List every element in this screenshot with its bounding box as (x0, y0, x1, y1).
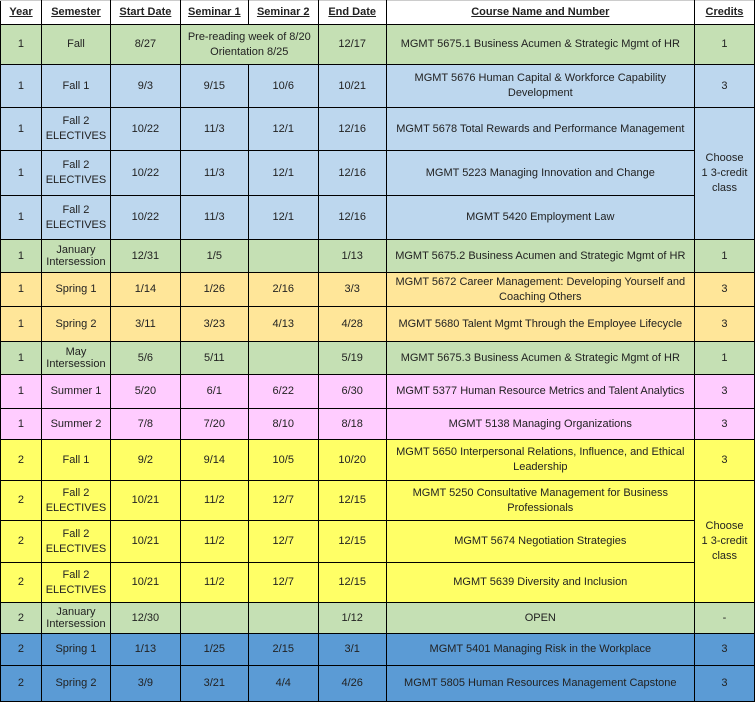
credits-cell: 3 (694, 307, 754, 342)
course-cell: MGMT 5223 Managing Innovation and Change (386, 151, 694, 196)
credits-cell: 3 (694, 666, 754, 702)
semester-cell: Fall 1 (41, 65, 110, 108)
start-date-cell: 3/9 (110, 666, 180, 702)
header-year: Year (1, 1, 42, 25)
end-date-cell: 12/16 (318, 196, 386, 240)
seminar-1-cell: 1/25 (180, 634, 248, 666)
end-date-cell: 4/26 (318, 666, 386, 702)
end-date-cell: 3/3 (318, 273, 386, 307)
semester-cell (41, 342, 110, 375)
year-cell: 1 (1, 409, 42, 440)
seminar-merged-cell: Pre-reading week of 8/20 Orientation 8/25 (180, 25, 318, 65)
semester-cell (41, 240, 110, 273)
end-date-cell: 12/15 (318, 521, 386, 563)
seminar-2-cell: 10/5 (248, 440, 318, 481)
course-cell: MGMT 5678 Total Rewards and Performance Management (386, 108, 694, 151)
seminar-2-cell (248, 240, 318, 273)
table-row (1, 375, 755, 409)
semester-cell: Spring 1 (41, 634, 110, 666)
credits-cell: 3 (694, 273, 754, 307)
year-cell: 1 (1, 240, 42, 273)
year-cell: 1 (1, 108, 42, 151)
seminar-2-cell: 12/7 (248, 521, 318, 563)
header-credits: Credits (694, 1, 754, 25)
seminar-1-cell: 3/21 (180, 666, 248, 702)
year-cell: 1 (1, 342, 42, 375)
seminar-2-cell: 12/1 (248, 151, 318, 196)
course-cell: MGMT 5650 Interpersonal Relations, Influence, and Ethical Leadership (386, 440, 694, 481)
end-date-cell: 8/18 (318, 409, 386, 440)
start-date-cell: 10/22 (110, 151, 180, 196)
header-start-date: Start Date (110, 1, 180, 25)
course-cell: MGMT 5674 Negotiation Strategies (386, 521, 694, 563)
course-cell: MGMT 5680 Talent Mgmt Through the Employee Lifecycle (386, 307, 694, 342)
end-date-cell: 5/19 (318, 342, 386, 375)
table-row (1, 151, 755, 196)
course-cell: MGMT 5675.1 Business Acumen & Strategic Mgmt of HR (386, 25, 694, 65)
course-cell: MGMT 5672 Career Management: Developing Yourself and Coaching Others (386, 273, 694, 307)
course-cell: MGMT 5250 Consultative Management for Business Professionals (386, 481, 694, 521)
start-date-cell: 10/21 (110, 563, 180, 603)
year-cell: 1 (1, 25, 42, 65)
year-cell: 2 (1, 440, 42, 481)
credits-cell: 3 (694, 634, 754, 666)
course-cell: MGMT 5639 Diversity and Inclusion (386, 563, 694, 603)
start-date-cell: 9/2 (110, 440, 180, 481)
course-cell: MGMT 5675.3 Business Acumen & Strategic Mgmt of HR (386, 342, 694, 375)
year-cell: 2 (1, 666, 42, 702)
seminar-1-cell: 9/14 (180, 440, 248, 481)
year-cell: 1 (1, 375, 42, 409)
start-date-cell: 1/13 (110, 634, 180, 666)
course-cell: OPEN (386, 603, 694, 634)
year-cell: 1 (1, 65, 42, 108)
start-date-cell: 3/11 (110, 307, 180, 342)
table-row (1, 273, 755, 307)
semester-cell: Spring 2 (41, 666, 110, 702)
end-date-cell: 6/30 (318, 375, 386, 409)
seminar-1-cell (180, 603, 248, 634)
start-date-cell: 5/6 (110, 342, 180, 375)
semester-cell: Fall (41, 25, 110, 65)
credits-cell: 3 (694, 440, 754, 481)
end-date-cell: 4/28 (318, 307, 386, 342)
table-row (1, 307, 755, 342)
seminar-1-cell: 7/20 (180, 409, 248, 440)
seminar-1-cell: 3/23 (180, 307, 248, 342)
table-row (1, 666, 755, 702)
semester-cell: Fall 2 ELECTIVES (41, 481, 110, 521)
year-cell: 1 (1, 307, 42, 342)
header-semester: Semester (41, 1, 110, 25)
header-seminar-2: Seminar 2 (248, 1, 318, 25)
semester-cell: Summer 2 (41, 409, 110, 440)
end-date-cell: 12/16 (318, 108, 386, 151)
seminar-1-cell: 11/3 (180, 196, 248, 240)
year-cell: 1 (1, 196, 42, 240)
semester-cell: Fall 2 ELECTIVES (41, 563, 110, 603)
seminar-2-cell: 12/1 (248, 108, 318, 151)
course-cell: MGMT 5420 Employment Law (386, 196, 694, 240)
seminar-2-cell: 10/6 (248, 65, 318, 108)
table-row (1, 240, 755, 273)
end-date-cell: 12/15 (318, 481, 386, 521)
credits-choose-cell: Choose 1 3-credit class (694, 108, 754, 240)
semester-text: January Intersession (46, 606, 106, 630)
end-date-cell: 10/20 (318, 440, 386, 481)
semester-cell: Fall 2 ELECTIVES (41, 521, 110, 563)
course-cell: MGMT 5675.2 Business Acumen and Strategic Mgmt of HR (386, 240, 694, 273)
semester-cell: Fall 1 (41, 440, 110, 481)
credits-cell: 3 (694, 409, 754, 440)
end-date-cell: 12/15 (318, 563, 386, 603)
seminar-1-cell: 1/26 (180, 273, 248, 307)
header-seminar-1: Seminar 1 (180, 1, 248, 25)
seminar-2-cell: 12/7 (248, 481, 318, 521)
seminar-1-cell: 5/11 (180, 342, 248, 375)
table-row (1, 409, 755, 440)
seminar-2-cell: 2/15 (248, 634, 318, 666)
start-date-cell: 10/21 (110, 521, 180, 563)
table-row (1, 521, 755, 563)
table-row (1, 342, 755, 375)
seminar-1-cell: 11/2 (180, 521, 248, 563)
seminar-2-cell: 4/13 (248, 307, 318, 342)
start-date-cell: 1/14 (110, 273, 180, 307)
table-row (1, 65, 755, 108)
header-course: Course Name and Number (386, 1, 694, 25)
year-cell: 2 (1, 563, 42, 603)
course-cell: MGMT 5377 Human Resource Metrics and Talent Analytics (386, 375, 694, 409)
seminar-1-cell: 11/2 (180, 563, 248, 603)
table-row (1, 440, 755, 481)
semester-text: January Intersession (46, 244, 106, 268)
year-cell: 2 (1, 521, 42, 563)
end-date-cell: 1/12 (318, 603, 386, 634)
credits-cell: 3 (694, 375, 754, 409)
seminar-1-cell: 11/2 (180, 481, 248, 521)
table-row (1, 196, 755, 240)
semester-cell: Summer 1 (41, 375, 110, 409)
start-date-cell: 8/27 (110, 25, 180, 65)
start-date-cell: 12/31 (110, 240, 180, 273)
course-cell: MGMT 5676 Human Capital & Workforce Capability Development (386, 65, 694, 108)
seminar-2-cell: 2/16 (248, 273, 318, 307)
credits-cell: 3 (694, 65, 754, 108)
table-row (1, 25, 755, 65)
semester-cell: Fall 2 ELECTIVES (41, 196, 110, 240)
semester-cell: Spring 2 (41, 307, 110, 342)
end-date-cell: 10/21 (318, 65, 386, 108)
credits-cell: 1 (694, 25, 754, 65)
seminar-1-cell: 11/3 (180, 151, 248, 196)
credits-cell: 1 (694, 342, 754, 375)
header-row (1, 1, 755, 25)
start-date-cell: 9/3 (110, 65, 180, 108)
course-cell: MGMT 5805 Human Resources Management Capstone (386, 666, 694, 702)
start-date-cell: 10/22 (110, 196, 180, 240)
seminar-1-cell: 9/15 (180, 65, 248, 108)
year-cell: 1 (1, 273, 42, 307)
course-cell: MGMT 5138 Managing Organizations (386, 409, 694, 440)
seminar-1-cell: 6/1 (180, 375, 248, 409)
seminar-1-cell: 11/3 (180, 108, 248, 151)
semester-cell: Fall 2 ELECTIVES (41, 108, 110, 151)
header-end-date: End Date (318, 1, 386, 25)
end-date-cell: 12/17 (318, 25, 386, 65)
table-row (1, 603, 755, 634)
seminar-2-cell (248, 603, 318, 634)
seminar-2-cell: 4/4 (248, 666, 318, 702)
seminar-2-cell: 8/10 (248, 409, 318, 440)
table-row (1, 108, 755, 151)
end-date-cell: 12/16 (318, 151, 386, 196)
table-row (1, 481, 755, 521)
start-date-cell: 5/20 (110, 375, 180, 409)
seminar-1-cell: 1/5 (180, 240, 248, 273)
end-date-cell: 3/1 (318, 634, 386, 666)
semester-text: May Intersession (46, 346, 106, 370)
start-date-cell: 10/22 (110, 108, 180, 151)
start-date-cell: 12/30 (110, 603, 180, 634)
seminar-2-cell: 12/1 (248, 196, 318, 240)
credits-choose-cell: Choose 1 3-credit class (694, 481, 754, 603)
start-date-cell: 10/21 (110, 481, 180, 521)
end-date-cell: 1/13 (318, 240, 386, 273)
semester-cell (41, 603, 110, 634)
year-cell: 2 (1, 603, 42, 634)
seminar-2-cell (248, 342, 318, 375)
year-cell: 1 (1, 151, 42, 196)
credits-cell: - (694, 603, 754, 634)
semester-cell: Spring 1 (41, 273, 110, 307)
credits-cell: 1 (694, 240, 754, 273)
table-row (1, 563, 755, 603)
year-cell: 2 (1, 481, 42, 521)
year-cell: 2 (1, 634, 42, 666)
seminar-2-cell: 6/22 (248, 375, 318, 409)
table-row (1, 634, 755, 666)
seminar-2-cell: 12/7 (248, 563, 318, 603)
course-cell: MGMT 5401 Managing Risk in the Workplace (386, 634, 694, 666)
start-date-cell: 7/8 (110, 409, 180, 440)
semester-cell: Fall 2 ELECTIVES (41, 151, 110, 196)
